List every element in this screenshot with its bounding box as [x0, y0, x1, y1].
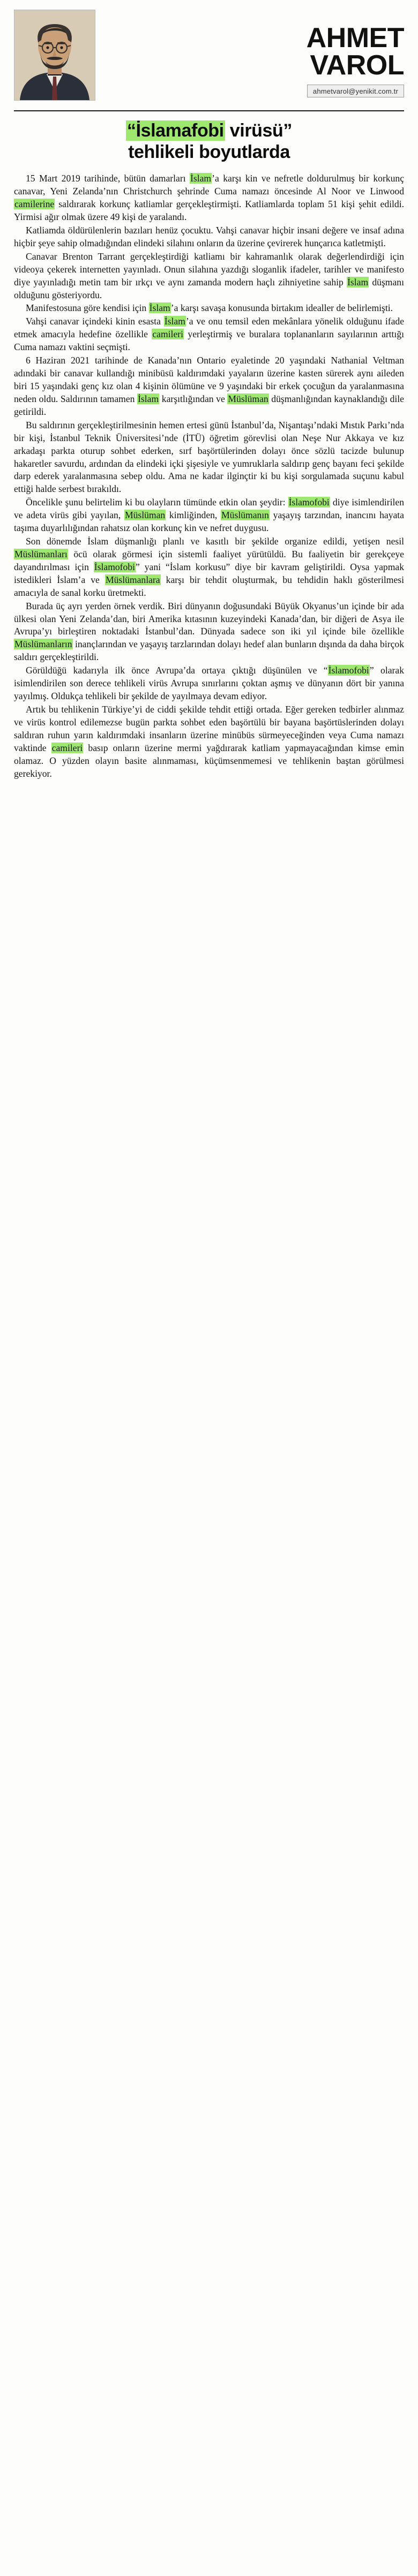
highlighted-term: İslamofobi — [288, 497, 330, 508]
paragraph-text: Öncelikle şunu belirtelim ki bu olayların tümünde etkin olan şeydir: — [26, 497, 288, 508]
paragraph-text: Vahşi canavar içindeki kinin esasta — [26, 316, 164, 327]
paragraph-text: ” yani “İslam korkusu” diye bir kavram geliştirildi. Oysa yapmak istedikleri İslam’a ve — [14, 561, 404, 585]
paragraph-text: ’a karşı kin ve nefretle doldurulmuş bir korkunç canavar, Yeni Zelanda’nın Christchurch şehrinde Cuma namazı öncesinde Al Noor ve Linwood — [14, 173, 405, 197]
article-paragraph — [14, 496, 404, 535]
highlighted-term: camilerine — [14, 199, 55, 210]
article-body — [14, 172, 404, 780]
paragraph-text: yerleştirmiş ve buralara toplananların sayılarının arttığı Cuma namazı vaktini seçmişti. — [14, 329, 404, 353]
article-paragraph — [14, 535, 404, 600]
article-paragraph — [14, 703, 404, 781]
highlighted-term: İslam — [138, 393, 159, 404]
highlighted-term: Müslümanların — [14, 639, 72, 650]
author-name-line2: VAROL — [310, 50, 404, 81]
highlighted-term: İslam — [149, 302, 170, 314]
highlighted-term: Müslümanın — [221, 510, 269, 521]
paragraph-text: kimliğinden, — [166, 510, 221, 521]
article-paragraph — [14, 172, 404, 224]
highlighted-term: İslam — [190, 173, 212, 184]
masthead — [14, 10, 404, 106]
article-paragraph — [14, 251, 404, 302]
paragraph-text: basıp onların üzerine mermi yağdırarak katliam yapmayacağından kimse emin olamaz. O yüzden olayın basite alınmaması, küçümsenmemesi ve tehlikenin baştan görülmesi gerekiyor. — [14, 742, 405, 779]
article-paragraph — [14, 419, 404, 496]
article-paragraph — [14, 315, 404, 354]
highlighted-term: İslamofobi — [94, 561, 136, 572]
byline — [105, 10, 404, 100]
paragraph-text: saldırarak korkunç katliamlar gerçekleştirmişti. Katliamlarda toplam 51 kişi şehit edildi. Yirmisi ağır olmak üzere 49 kişi de yaralandı. — [14, 199, 404, 222]
highlighted-term: Müslüman — [124, 510, 166, 521]
paragraph-text: Artık bu tehlikenin Türkiye’yi de ciddi şekilde tehdit ettiği ortada. Eğer gereken tedbirler alınmaz ve virüs kontrol edilemezse bugün parkta sohbet eden başörtülü bir bayana başörtüslerinden dolayı saldıran ruhun yarın kaldırımdaki insanların üzerine minübüs sürmeyeceğinden veya Cuma namazı vaktinde — [14, 704, 404, 753]
author-name-line1: AHMET — [306, 22, 404, 54]
paragraph-text: öcü olarak görmesi için sistemli faaliyet yürütüldü. Bu faaliyetin bir gerekçeye dayandırılması için — [14, 548, 404, 572]
page-title — [14, 120, 404, 163]
author-portrait — [14, 10, 95, 101]
paragraph-text: ’a karşı savaşa konusunda birtakım idealler de belirlemişti. — [170, 302, 393, 314]
paragraph-text: karşı bir tehdit oluşturmak, bu tehdidin haklı gösterilmesi amacıyla de sanal korku üretmekti. — [14, 574, 404, 598]
paragraph-text: Burada üç ayrı yerden örnek verdik. Biri dünyanın doğusundaki Büyük Okyanus’un içinde bir ada ülkesi olan Yeni Zelanda’dan, biri Amerika kıtasının kuzeyindeki Kanada’dan, bir diğeri de Asya ile Avrupa’yı birleştiren noktadaki İstanbul’dan. Dünyada sadece son iki yıl içinde bile özellikle — [14, 600, 404, 637]
highlighted-term: Müslümanlara — [105, 574, 160, 585]
headline-part-1: “İslamafobi — [126, 120, 224, 141]
article-paragraph — [14, 600, 404, 664]
article-paragraph — [14, 664, 404, 703]
article-paragraph — [14, 302, 404, 315]
article-paragraph — [14, 354, 404, 419]
highlighted-term: Müslümanları — [14, 548, 68, 559]
highlighted-term: İslamofobi — [328, 665, 369, 676]
highlighted-term: camileri — [152, 329, 183, 340]
paragraph-text: düşmanlığından kaynaklandığı dile getirildi. — [14, 393, 404, 417]
masthead-divider — [14, 110, 404, 111]
paragraph-text: karşıtlığından ve — [159, 393, 228, 404]
paragraph-text: düşmanı olduğunu gösteriyordu. — [14, 276, 404, 300]
paragraph-text: 15 Mart 2019 tarihinde, bütün damarları — [26, 173, 190, 184]
paragraph-text: Son dönemde İslam düşmanlığı planlı ve kasıtlı bir şekilde organize edildi, yetişen nesil — [26, 536, 404, 547]
paragraph-text: 6 Haziran 2021 tarihinde de Kanada’nın Ontario eyaletinde 20 yaşındaki Nathanial Veltman adındaki bir canavar kullandığı minibüsü kaldırımdaki yayaların üzerine kasten sürerek aynı aileden biri 15 yaşındaki genç kız olan 4 kişinin ölümüne ve 9 yaşındaki bir erkek çocuğun da yaralanmasına neden oldu. Saldırının tamamen — [14, 355, 404, 404]
author-email[interactable]: ahmetvarol@yenikit.com.tr — [307, 85, 404, 97]
highlighted-term: İslam — [347, 276, 369, 287]
paragraph-text: ’a ve onu temsil eden mekânlara yönelik olduğunu ifade etmek amacıyla hedefine özellikle — [14, 316, 405, 340]
paragraph-text: ” olarak isimlendirilen son derece tehlikeli virüs Avrupa sınırlarını çoktan aşmış ve dünyanın dört bir yanına yayılmış. Oldukça tehlikeli bir şekilde de yayılmaya devam ediyor. — [14, 665, 404, 702]
paragraph-text: Bu saldırının gerçekleştirilmesinin hemen ertesi günü İstanbul’da, Nişantaşı’ndaki Mıstık Parkı’nda bir kişi, İstanbul Teknik Üniversitesi’nde (İTÜ) öğretim görevlisi olan Neşe Nur Akkaya ve kız arkadaşı parkta oturup sohbet ederken, sırf başörtülerinden dolayı önce sözlü tacizde bulunup hakaretler savurdu, ardından da elindeki içki şişesiyle ve yumruklarla saldırıp genç bayanı feci şekilde darp ederek yaralanmasına sebep oldu. Ama ne kadar ilginçtir ki bu kişi sorgulamada suçunu kabul ettiği halde serbest bırakıldı. — [14, 419, 404, 495]
paragraph-text: diye isimlendirilen ve adeta virüs gibi yayılan, — [14, 497, 404, 521]
headline-part-3: tehlikeli boyutlarda — [128, 142, 290, 163]
paragraph-text: Görüldüğü kadarıyla ilk önce Avrupa’da ortaya çıktığı düşünülen ve “ — [26, 665, 328, 676]
highlighted-term: Müslüman — [228, 393, 268, 404]
article-paragraph — [14, 224, 404, 250]
headline-part-2: virüsü” — [229, 120, 293, 141]
author-name — [306, 22, 404, 81]
portrait-illustration — [14, 10, 95, 100]
paragraph-text: inançlarından ve yaşayış tarzlarından dolayı hedef alan bunların dışında da daha birçok saldırı gerçekleştirildi. — [14, 639, 404, 663]
paragraph-text: Canavar Brenton Tarrant gerçekleştirdiği katliamı bir kahramanlık olarak değerlendirdiği için videoya çekerek internetten yayınladı. Onun silahına yazdığı sloganlik ifadeler, tarihler ve manifesto diye yayınladığı metin tam bir ırkçı ve aynı zamanda modern haçlı zihniyetine sahip — [14, 251, 404, 287]
highlighted-term: camileri — [51, 742, 83, 753]
paragraph-text: Katliamda öldürülenlerin bazıları henüz çocuktu. Vahşi canavar hiçbir insani değere ve insaf adına hiçbir şeye sahip olmadığından elindeki silahını onların da üzerine çevirerek hunçarıca katletmişti. — [14, 224, 404, 248]
paragraph-text: yaşayış tarzından, inancını hayata taşıma duyarlılığından rahatsız olan korkunç kin ve nefret duygusu. — [14, 510, 404, 534]
highlighted-term: İslam — [164, 316, 185, 327]
paragraph-text: Manifestosuna göre kendisi için — [26, 302, 149, 314]
